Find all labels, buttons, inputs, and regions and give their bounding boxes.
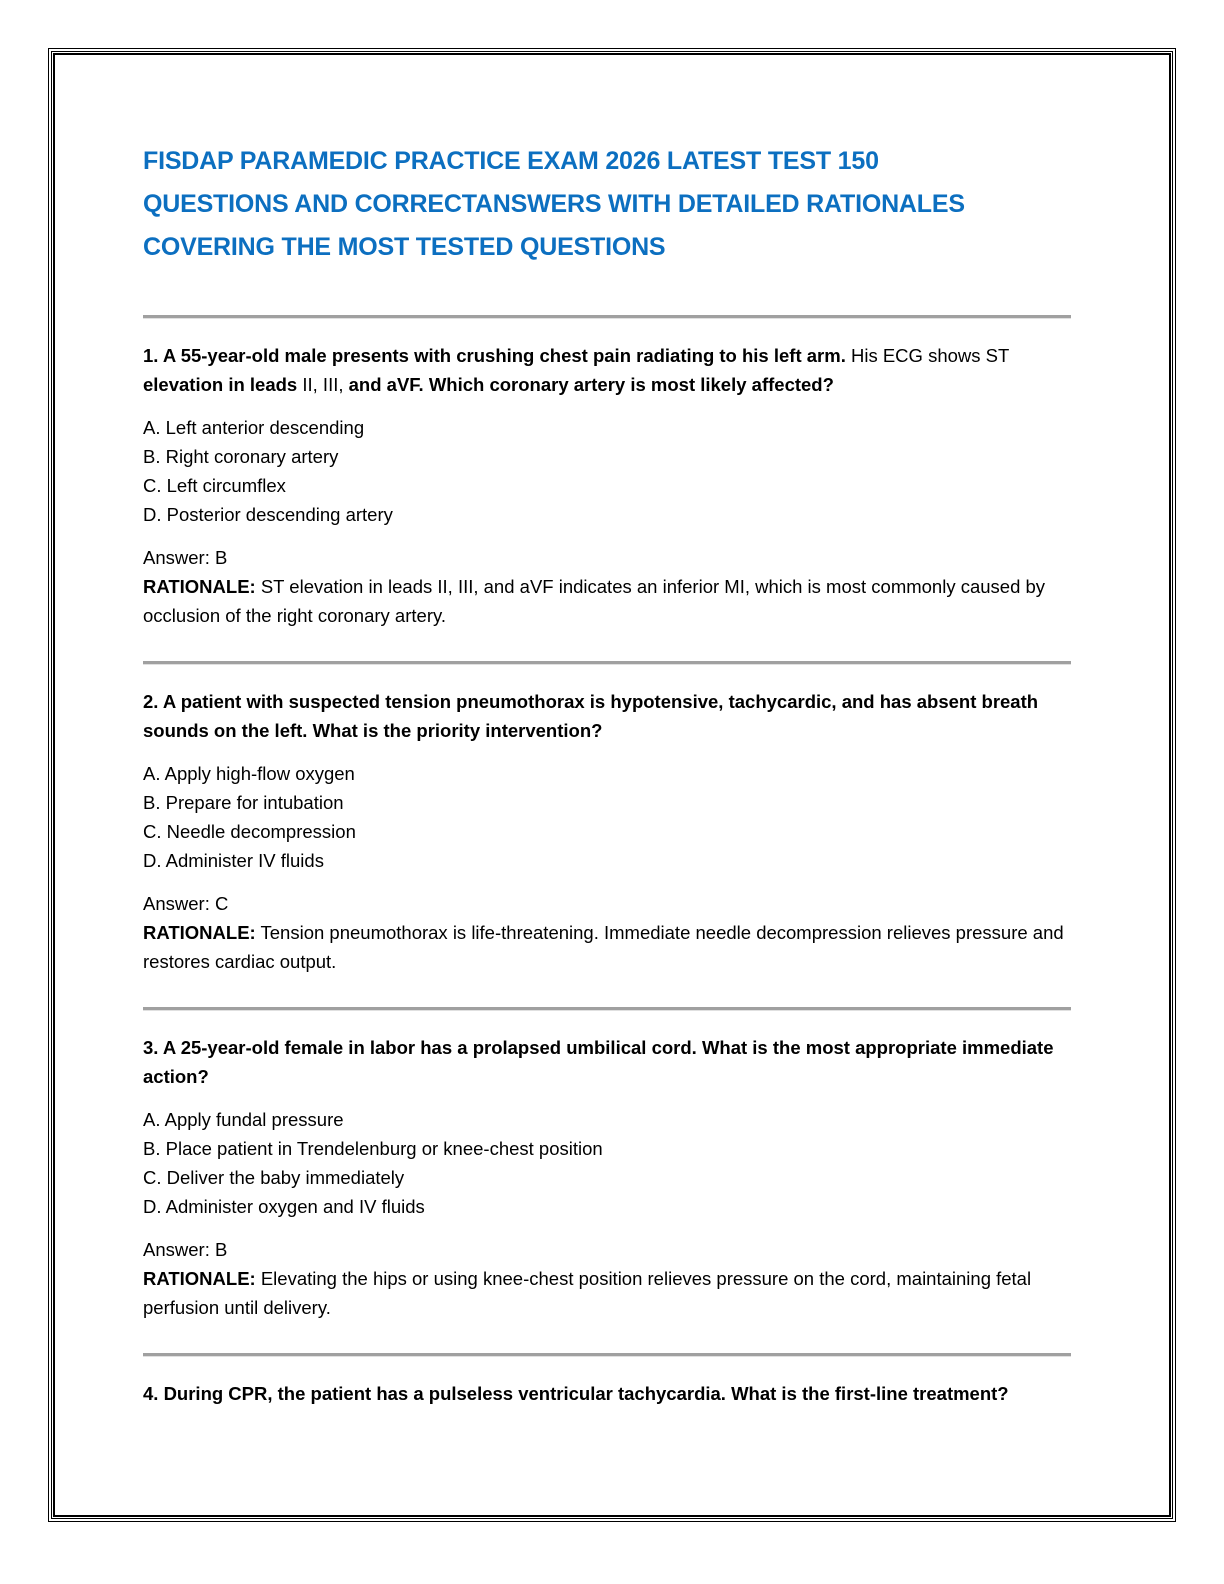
option-c: C. Deliver the baby immediately	[143, 1167, 405, 1188]
question-block	[143, 1033, 1071, 1353]
question-stem-text: His ECG shows ST	[845, 345, 1010, 366]
option-c: C. Left circumflex	[143, 475, 286, 496]
question-stem-text: II, III,	[297, 374, 344, 395]
answer-options	[143, 1105, 1071, 1221]
question-block	[143, 687, 1071, 1007]
option-a: A. Apply high-flow oxygen	[143, 763, 355, 784]
rationale-text: Elevating the hips or using knee-chest position relieves pressure on the cord, maintaining fetal perfusion until delivery.	[143, 1268, 1032, 1318]
horizontal-rule	[143, 1353, 1071, 1357]
option-d: D. Administer IV fluids	[143, 850, 324, 871]
question-stem: 3. A 25-year-old female in labor has a prolapsed umbilical cord. What is the most appropriate immediate action?	[143, 1037, 1054, 1087]
option-b: B. Place patient in Trendelenburg or knee-chest position	[143, 1138, 603, 1159]
rationale-text: ST elevation in leads II, III, and aVF indicates an inferior MI, which is most commonly caused by occlusion of the right coronary artery.	[143, 576, 1046, 626]
question-block	[143, 1379, 1071, 1408]
option-a: A. Left anterior descending	[143, 417, 365, 438]
rationale-text: Tension pneumothorax is life-threatening. Immediate needle decompression relieves pressure and restores cardiac output.	[143, 922, 1064, 972]
horizontal-rule	[143, 661, 1071, 665]
answer-options	[143, 413, 1071, 529]
question-stem: 4. During CPR, the patient has a pulseless ventricular tachycardia. What is the first-line treatment?	[143, 1383, 1009, 1404]
question-stem	[143, 341, 1071, 399]
title-line: QUESTIONS AND CORRECTANSWERS WITH DETAILED RATIONALES	[143, 190, 965, 218]
option-d: D. Posterior descending artery	[143, 504, 393, 525]
title-line: FISDAP PARAMEDIC PRACTICE EXAM 2026 LATEST TEST 150	[143, 147, 879, 175]
question-stem-text: and aVF. Which coronary artery is most likely affected?	[343, 374, 834, 395]
option-d: D. Administer oxygen and IV fluids	[143, 1196, 425, 1217]
rationale	[143, 572, 1071, 630]
horizontal-rule	[143, 315, 1071, 319]
rationale	[143, 1264, 1071, 1322]
document-title	[143, 140, 1071, 269]
question-block	[143, 341, 1071, 661]
option-a: A. Apply fundal pressure	[143, 1109, 344, 1130]
rationale-label: RATIONALE:	[143, 922, 256, 943]
correct-answer: Answer: C	[143, 893, 229, 914]
rationale-label: RATIONALE:	[143, 576, 256, 597]
correct-answer: Answer: B	[143, 1239, 228, 1260]
option-b: B. Prepare for intubation	[143, 792, 344, 813]
rationale-label: RATIONALE:	[143, 1268, 256, 1289]
answer-options	[143, 759, 1071, 875]
question-stem: 2. A patient with suspected tension pneumothorax is hypotensive, tachycardic, and has absent breath sounds on the left. What is the priority intervention?	[143, 691, 1039, 741]
correct-answer: Answer: B	[143, 547, 228, 568]
rationale	[143, 918, 1071, 976]
option-c: C. Needle decompression	[143, 821, 356, 842]
option-b: B. Right coronary artery	[143, 446, 339, 467]
question-stem-text: 1. A 55-year-old male presents with crushing chest pain radiating to his left arm.	[143, 345, 846, 366]
document-body	[143, 140, 1071, 1408]
question-stem-text: elevation in leads	[143, 374, 298, 395]
horizontal-rule	[143, 1007, 1071, 1011]
title-line: COVERING THE MOST TESTED QUESTIONS	[143, 233, 666, 261]
